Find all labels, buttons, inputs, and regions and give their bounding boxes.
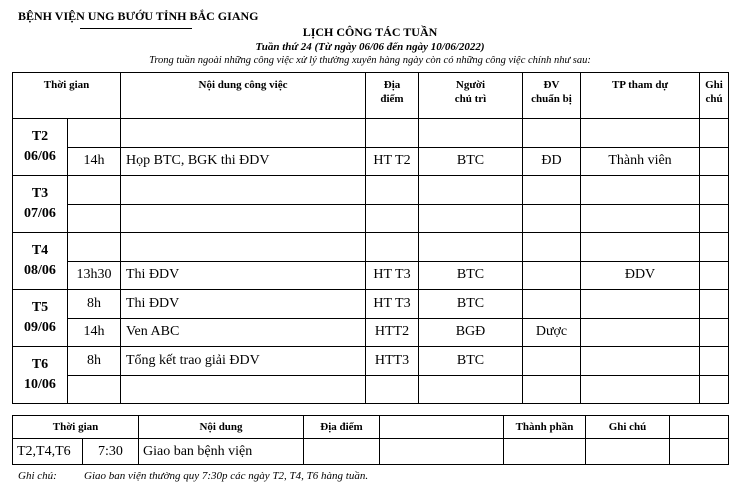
col-host-header (419, 73, 523, 119)
schedule-attend (581, 119, 700, 148)
schedule-host (419, 204, 523, 233)
schedule-host: BTC (419, 290, 523, 319)
schedule-time (68, 119, 121, 148)
col-time-header: Thời gian (13, 73, 121, 119)
schedule-note (700, 119, 729, 148)
col-host-header-line2: chủ trì (454, 93, 487, 105)
schedule-content: Thi ĐDV (121, 290, 366, 319)
meeting-days: T2,T4,T6 (13, 439, 83, 465)
schedule-day-cell (13, 233, 68, 290)
meeting-col-note-header: Ghi chú (586, 416, 670, 439)
daily-meeting-table (12, 415, 729, 465)
schedule-header-row (13, 73, 729, 119)
col-place-header-line1: Địa (383, 79, 401, 91)
footer-note-label: Ghi chú: (18, 470, 57, 482)
schedule-host (419, 176, 523, 205)
meeting-col-extra (670, 416, 729, 439)
col-content-header: Nội dung công việc (121, 73, 366, 119)
schedule-row (13, 347, 729, 376)
schedule-attend (581, 375, 700, 404)
col-note-header-line1: Ghi (705, 79, 723, 91)
col-place-header-line2: điểm (380, 93, 404, 105)
meeting-blank-cell (380, 439, 504, 465)
schedule-day-cell (13, 119, 68, 176)
schedule-attend (581, 318, 700, 347)
schedule-place (366, 204, 419, 233)
schedule-place (366, 176, 419, 205)
schedule-note (700, 290, 729, 319)
schedule-attend (581, 347, 700, 376)
schedule-place: HT T3 (366, 261, 419, 290)
meeting-content: Giao ban bệnh viện (139, 439, 304, 465)
schedule-date: 10/06 (24, 377, 56, 392)
schedule-place: HTT3 (366, 347, 419, 376)
schedule-attend: ĐDV (581, 261, 700, 290)
schedule-prep: Dược (523, 318, 581, 347)
schedule-prep (523, 375, 581, 404)
schedule-place: HT T2 (366, 147, 419, 176)
col-prep-header-line2: chuẩn bị (531, 93, 572, 105)
schedule-host: BGĐ (419, 318, 523, 347)
schedule-host (419, 233, 523, 262)
schedule-day: T5 (31, 300, 49, 315)
schedule-note (700, 318, 729, 347)
schedule-content (121, 204, 366, 233)
schedule-place (366, 375, 419, 404)
schedule-attend: Thành viên (581, 147, 700, 176)
schedule-attend (581, 233, 700, 262)
schedule-host: BTC (419, 261, 523, 290)
schedule-day-cell (13, 347, 68, 404)
schedule-host: BTC (419, 347, 523, 376)
schedule-time: 8h (68, 347, 121, 376)
schedule-row (13, 119, 729, 148)
schedule-attend (581, 204, 700, 233)
schedule-note (700, 147, 729, 176)
schedule-prep (523, 233, 581, 262)
schedule-day: T3 (31, 186, 49, 201)
schedule-time (68, 204, 121, 233)
schedule-content (121, 375, 366, 404)
col-prep-header-line1: ĐV (543, 79, 560, 91)
schedule-time (68, 375, 121, 404)
schedule-date: 06/06 (24, 149, 56, 164)
hospital-name: BỆNH VIỆN UNG BƯỚU TỈNH BẮC GIANG (18, 9, 259, 23)
schedule-place: HT T3 (366, 290, 419, 319)
schedule-content: Họp BTC, BGK thi ĐDV (121, 147, 366, 176)
schedule-time: 13h30 (68, 261, 121, 290)
schedule-row (13, 233, 729, 262)
meeting-row (13, 439, 729, 465)
meeting-members (504, 439, 586, 465)
schedule-note (700, 347, 729, 376)
meeting-col-content-header: Nội dung (139, 416, 304, 439)
schedule-day-cell (13, 176, 68, 233)
schedule-prep: ĐD (523, 147, 581, 176)
page-title: LỊCH CÔNG TÁC TUẦN (302, 25, 438, 39)
schedule-place (366, 233, 419, 262)
schedule-note (700, 375, 729, 404)
weekly-schedule-table (12, 72, 729, 404)
schedule-day: T6 (31, 357, 49, 372)
schedule-day: T4 (31, 243, 49, 258)
schedule-host (419, 119, 523, 148)
schedule-row (13, 176, 729, 205)
meeting-col-time-header: Thời gian (13, 416, 139, 439)
schedule-row (13, 261, 729, 290)
schedule-prep (523, 347, 581, 376)
meeting-col-blank (380, 416, 504, 439)
col-prep-header (523, 73, 581, 119)
schedule-time: 14h (68, 318, 121, 347)
schedule-day-cell (13, 290, 68, 347)
schedule-prep (523, 290, 581, 319)
schedule-row (13, 290, 729, 319)
meeting-col-members-header: Thành phần (504, 416, 586, 439)
schedule-time (68, 176, 121, 205)
schedule-row (13, 147, 729, 176)
schedule-host (419, 375, 523, 404)
meeting-extra-cell (670, 439, 729, 465)
schedule-host: BTC (419, 147, 523, 176)
schedule-content (121, 176, 366, 205)
schedule-note (700, 176, 729, 205)
schedule-row (13, 375, 729, 404)
col-place-header (366, 73, 419, 119)
schedule-time (68, 233, 121, 262)
schedule-time: 8h (68, 290, 121, 319)
schedule-body (13, 119, 729, 404)
footer-note (18, 470, 368, 482)
meeting-header-row (13, 416, 729, 439)
col-attend-header: TP tham dự (581, 73, 700, 119)
meeting-place (304, 439, 380, 465)
schedule-note (700, 261, 729, 290)
meeting-note (586, 439, 670, 465)
schedule-date: 07/06 (24, 206, 56, 221)
schedule-content: Thi ĐDV (121, 261, 366, 290)
schedule-content: Tổng kết trao giải ĐDV (121, 347, 366, 376)
meeting-time: 7:30 (83, 439, 139, 465)
col-note-header-line2: chú (705, 93, 723, 105)
schedule-attend (581, 290, 700, 319)
schedule-content (121, 233, 366, 262)
schedule-prep (523, 261, 581, 290)
schedule-place: HTT2 (366, 318, 419, 347)
col-host-header-line1: Người (455, 79, 486, 91)
schedule-content: Ven ABC (121, 318, 366, 347)
schedule-prep (523, 119, 581, 148)
footer-note-text: Giao ban viện thường quy 7:30p các ngày T2, T4, T6 hàng tuần. (84, 470, 369, 482)
schedule-note (700, 233, 729, 262)
schedule-row (13, 204, 729, 233)
col-note-header (700, 73, 729, 119)
schedule-day: T2 (31, 129, 49, 144)
week-range: Tuần thứ 24 (Từ ngày 06/06 đến ngày 10/06/2022) (255, 41, 485, 53)
schedule-prep (523, 176, 581, 205)
schedule-content (121, 119, 366, 148)
schedule-date: 09/06 (24, 320, 56, 335)
schedule-time: 14h (68, 147, 121, 176)
meeting-col-place-header: Địa điểm (304, 416, 380, 439)
schedule-note (700, 204, 729, 233)
schedule-attend (581, 176, 700, 205)
schedule-row (13, 318, 729, 347)
schedule-date: 08/06 (24, 263, 56, 278)
schedule-prep (523, 204, 581, 233)
intro-text: Trong tuần ngoài những công việc xử lý thường xuyên hàng ngày còn có những công việc chính như sau: (149, 55, 591, 66)
schedule-place (366, 119, 419, 148)
